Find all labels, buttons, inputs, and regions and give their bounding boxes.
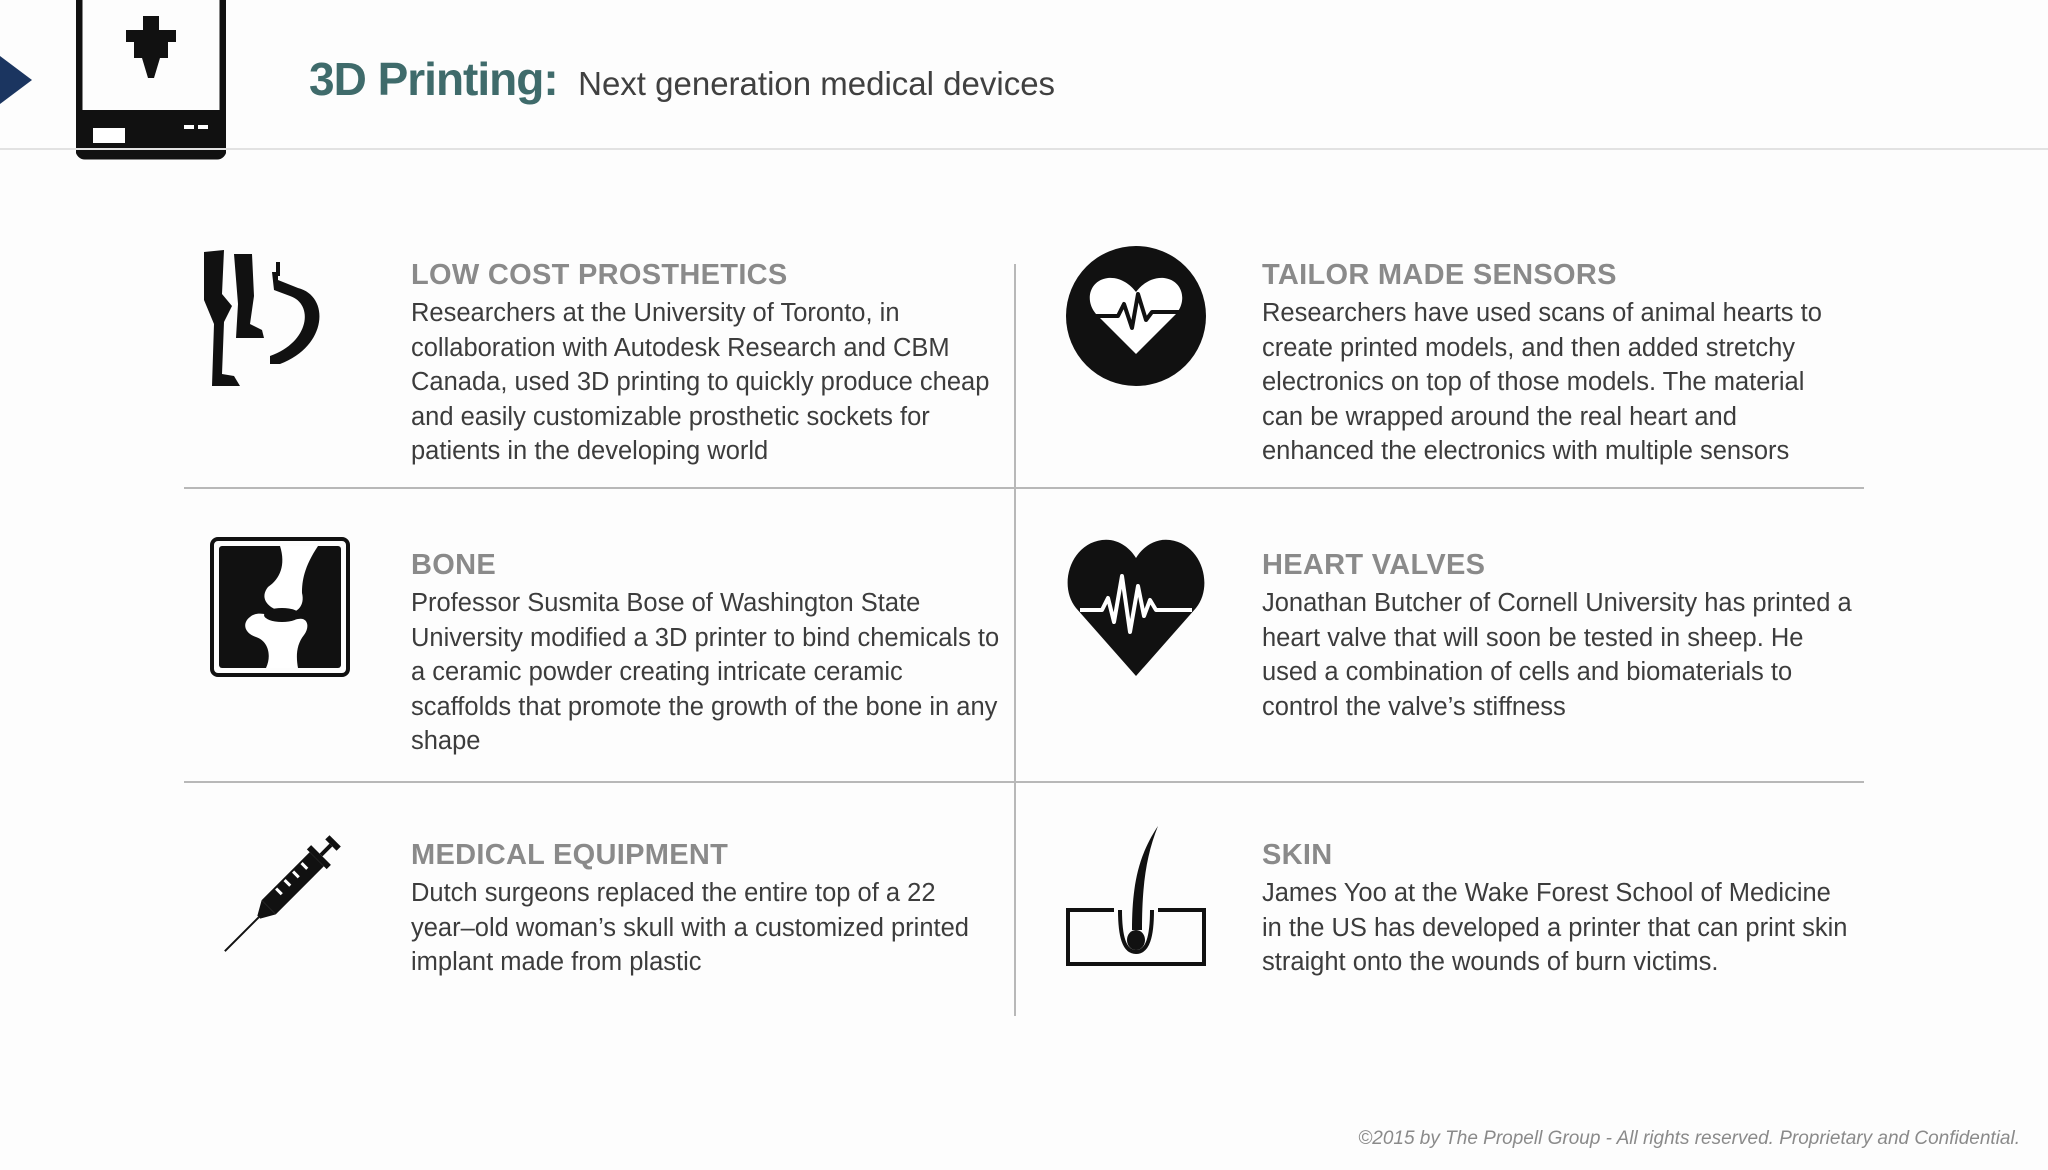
section-title: HEART VALVES <box>1262 549 1486 581</box>
section-body: Professor Susmita Bose of Washington State University modified a 3D printer to bind chemicals to a ceramic powder creating intricate ceramic scaffolds that promote the growth of the bone in any shape <box>411 589 1000 755</box>
arrow-icon <box>0 56 34 104</box>
heart-ecg-icon <box>1066 536 1206 676</box>
grid-row-divider <box>184 487 1864 489</box>
section-title: LOW COST PROSTHETICS <box>411 259 788 291</box>
grid-vertical-divider <box>1014 264 1016 1016</box>
section-heart-valves <box>1262 548 1852 724</box>
page-title <box>309 52 1055 106</box>
section-body: James Yoo at the Wake Forest School of Medicine in the US has developed a printer that can print skin straight onto the wounds of burn victims. <box>1262 879 1848 976</box>
3d-printer-icon <box>76 0 226 160</box>
section-body: Researchers at the University of Toronto, in collaboration with Autodesk Research and CBM Canada, used 3D printing to quickly produce cheap and easily customizable prosthetic sockets for patients in the developing world <box>411 299 990 465</box>
section-body: Dutch surgeons replaced the entire top of a 22 year–old woman’s skull with a customized printed implant made from plastic <box>411 879 969 976</box>
section-tailor-made-sensors <box>1262 258 1852 469</box>
title-subtitle: Next generation medical devices <box>578 65 1056 102</box>
section-low-cost-prosthetics <box>411 258 1001 469</box>
heart-pulse-circle-icon <box>1066 246 1206 386</box>
grid-row-divider <box>184 781 1864 783</box>
section-skin <box>1262 838 1852 980</box>
section-body: Researchers have used scans of animal hearts to create printed models, and then added stretchy electronics on top of those models. The material can be wrapped around the real heart and enhanced the electronics with multiple sensors <box>1262 299 1822 465</box>
header-divider <box>0 148 2048 150</box>
skin-hair-follicle-icon <box>1066 826 1206 966</box>
section-title: TAILOR MADE SENSORS <box>1262 259 1617 291</box>
section-body: Jonathan Butcher of Cornell University has printed a heart valve that will soon be tested in sheep. He used a combination of cells and biomaterials to control the valve’s stiffness <box>1262 589 1852 721</box>
title-main: 3D Printing: <box>309 53 558 105</box>
syringe-icon <box>210 826 350 966</box>
copyright-footer: ©2015 by The Propell Group - All rights reserved. Proprietary and Confidential. <box>1358 1128 2020 1149</box>
prosthetic-legs-icon <box>200 246 340 386</box>
section-title: SKIN <box>1262 839 1333 871</box>
knee-xray-icon <box>210 537 350 677</box>
section-title: BONE <box>411 549 496 581</box>
section-medical-equipment <box>411 838 1001 980</box>
section-title: MEDICAL EQUIPMENT <box>411 839 729 871</box>
section-bone <box>411 548 1001 759</box>
